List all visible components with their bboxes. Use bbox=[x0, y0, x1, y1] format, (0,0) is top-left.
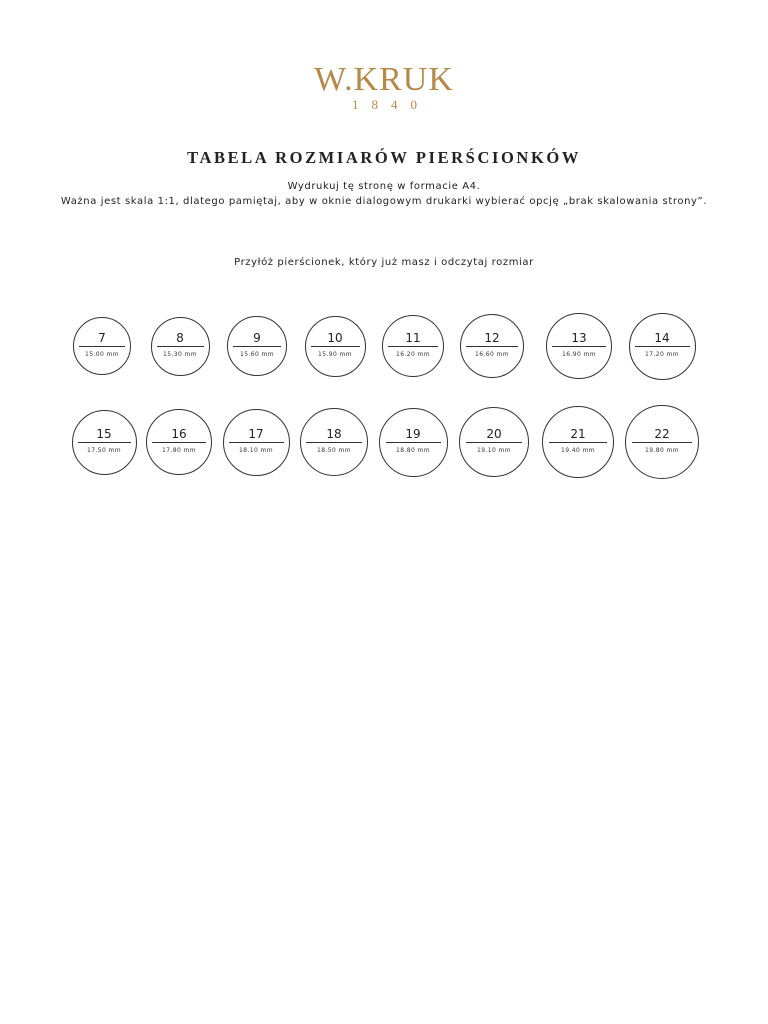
ring-size-8 bbox=[151, 317, 210, 376]
ring-diameter-label: 17.20 mm bbox=[645, 351, 679, 358]
ring-divider bbox=[549, 442, 607, 443]
ring-divider bbox=[79, 346, 125, 347]
ring-diameter-label: 16.90 mm bbox=[562, 351, 596, 358]
ring-size-21 bbox=[542, 406, 614, 478]
ring-size-label: 10 bbox=[327, 331, 343, 345]
ring-size-label: 21 bbox=[570, 427, 586, 441]
page-title: TABELA ROZMIARÓW PIERŚCIONKÓW bbox=[187, 148, 581, 167]
ring-divider bbox=[311, 346, 360, 347]
ring-size-label: 17 bbox=[248, 427, 264, 441]
ring-diameter-label: 19.40 mm bbox=[561, 447, 595, 454]
ring-diameter-label: 17.50 mm bbox=[87, 447, 121, 454]
ring-size-label: 18 bbox=[326, 427, 342, 441]
ring-size-label: 7 bbox=[98, 331, 106, 345]
ring-size-20 bbox=[459, 407, 529, 477]
ring-diameter-label: 15.30 mm bbox=[163, 351, 197, 358]
ring-divider bbox=[632, 442, 692, 443]
instruction-line-1: Wydrukuj tę stronę w formacie A4. bbox=[287, 181, 481, 192]
ring-size-label: 11 bbox=[405, 331, 421, 345]
ring-size-22 bbox=[625, 405, 699, 479]
ring-size-label: 15 bbox=[96, 427, 112, 441]
ring-size-11 bbox=[382, 315, 444, 377]
ring-size-18 bbox=[300, 408, 368, 476]
ring-divider bbox=[466, 442, 522, 443]
ring-divider bbox=[233, 346, 281, 347]
ring-size-16 bbox=[146, 409, 212, 475]
brand-year: 1840 bbox=[352, 97, 430, 112]
ring-divider bbox=[635, 346, 690, 347]
ring-diameter-label: 18.50 mm bbox=[317, 447, 351, 454]
ring-size-label: 20 bbox=[486, 427, 502, 441]
measure-prompt: Przyłóż pierścionek, który już masz i odczytaj rozmiar bbox=[234, 257, 534, 268]
ring-divider bbox=[466, 346, 518, 347]
ring-size-label: 14 bbox=[654, 331, 670, 345]
ring-size-label: 19 bbox=[405, 427, 421, 441]
ring-size-17 bbox=[223, 409, 290, 476]
ring-divider bbox=[306, 442, 362, 443]
ring-size-15 bbox=[72, 410, 137, 475]
ring-diameter-label: 15.90 mm bbox=[318, 351, 352, 358]
ring-size-19 bbox=[379, 408, 448, 477]
ring-size-14 bbox=[629, 313, 696, 380]
ring-diameter-label: 18.10 mm bbox=[239, 447, 273, 454]
ring-diameter-label: 17.80 mm bbox=[162, 447, 196, 454]
ring-size-12 bbox=[460, 314, 524, 378]
ring-diameter-label: 18.80 mm bbox=[396, 447, 430, 454]
ring-diameter-label: 19.80 mm bbox=[645, 447, 679, 454]
brand-logo bbox=[0, 62, 768, 112]
ring-divider bbox=[388, 346, 438, 347]
ring-size-label: 9 bbox=[253, 331, 261, 345]
ring-divider bbox=[229, 442, 284, 443]
ring-size-9 bbox=[227, 316, 287, 376]
ring-size-label: 16 bbox=[171, 427, 187, 441]
ring-size-10 bbox=[305, 316, 366, 377]
ring-size-13 bbox=[546, 313, 612, 379]
ring-size-label: 12 bbox=[484, 331, 500, 345]
ring-size-label: 13 bbox=[571, 331, 587, 345]
ring-divider bbox=[552, 346, 606, 347]
ring-diameter-label: 16.60 mm bbox=[475, 351, 509, 358]
ring-divider bbox=[78, 442, 131, 443]
ring-divider bbox=[152, 442, 206, 443]
ring-divider bbox=[157, 346, 204, 347]
ring-size-label: 8 bbox=[176, 331, 184, 345]
instruction-line-2: Ważna jest skala 1:1, dlatego pamiętaj, aby w oknie dialogowym drukarki wybierać opcję „brak skalowania strony”. bbox=[60, 196, 708, 207]
ring-divider bbox=[386, 442, 441, 443]
brand-name: W.KRUK bbox=[314, 61, 454, 98]
ring-size-label: 22 bbox=[654, 427, 670, 441]
ring-diameter-label: 15.60 mm bbox=[240, 351, 274, 358]
ring-diameter-label: 15.00 mm bbox=[85, 351, 119, 358]
ring-size-7 bbox=[73, 317, 131, 375]
ring-diameter-label: 19.10 mm bbox=[477, 447, 511, 454]
ring-diameter-label: 16.20 mm bbox=[396, 351, 430, 358]
